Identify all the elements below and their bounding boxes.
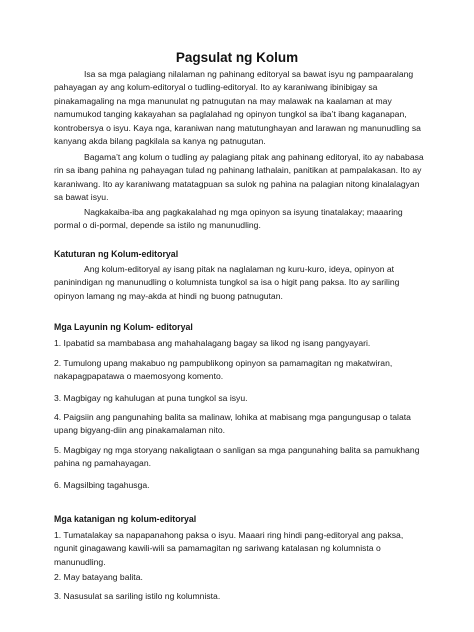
katangian-item-2: 2. May batayang balita.	[54, 572, 143, 582]
layunin-item-4: 4. Paigsiin ang pangunahing balita sa malinaw, lohika at mabisang mga pangungusap o talata upang bigyang-diin ang pinakamalaman nito.	[54, 412, 411, 436]
katangian-item-1: 1. Tumatalakay sa napapanahong paksa o isyu. Maaari ring hindi pang-editoryal ang paksa, ngunit ginagawang kawili-wili sa pamamagitan ng sariwang katalasan ng kolumnista o manunudling.	[54, 530, 404, 567]
section-heading-katangian: Mga katanigan ng kolum-editoryal	[54, 514, 197, 524]
intro-paragraph-3: Nagkakaiba-iba ang pagkakalahad ng mga opinyon sa isyung tinatalakay; maaaring pormal o di-pormal, depende sa istilo ng manunudling.	[54, 207, 403, 231]
intro-paragraph-2: Bagama’t ang kolum o tudling ay palagiang pitak ang pahinang editoryal, ito ay nababasa rin sa ibang pahina ng pahayagan tulad ng pahinang lathalain, panitikan at pampalakasan. Ito ay karaniwang. Ito ay karaniwang matatagpuan sa sulok ng pahina na palagian nitong kinalalagyan sa bawat isyu.	[54, 152, 424, 203]
layunin-item-3: 3. Magbigay ng kahulugan at puna tungkol sa isyu.	[54, 393, 248, 403]
layunin-item-1: 1. Ipabatid sa mambabasa ang mahahalagang bagay sa likod ng isang pangyayari.	[54, 338, 371, 348]
page-title: Pagsulat ng Kolum	[175, 50, 299, 65]
section-heading-layunin: Mga Layunin ng Kolum- editoryal	[54, 322, 193, 332]
katuturan-paragraph: Ang kolum-editoryal ay isang pitak na naglalaman ng kuru-kuro, ideya, opinyon at paninindigan ng manunudling o kolumnista tungkol sa isa o higit pang paksa. Ito ay sariling opinyon lamang ng may-akda at hindi ng buong patnugutan.	[54, 264, 400, 301]
layunin-item-5: 5. Magbigay ng mga storyang nakaligtaan o sanligan sa mga pangunahing balita sa pamukhang pahina ng pamahayagan.	[54, 445, 420, 469]
layunin-item-2: 2. Tumulong upang makabuo ng pampublikong opinyon sa pamamagitan ng makatwiran, nakapagpapatawa o maemosyong komento.	[54, 358, 393, 382]
katangian-item-3: 3. Nasusulat sa sariling istilo ng kolumnista.	[54, 591, 221, 601]
layunin-item-6: 6. Magsilbing tagahusga.	[54, 480, 150, 490]
intro-paragraph-1: Isa sa mga palagiang nilalaman ng pahinang editoryal sa bawat isyu ng pampaaralang pahayagan ay ang kolum-editoryal o tudling-editoryal. Ito ay karaniwang ibinibigay sa pinakamagaling na mga manunulat ng patnugutan na may malawak na kaalaman at may namumukod tanging kakayahan sa paglalahad ng opinyon tungkol sa iba’t ibang kaganapan, kontrobersya o isyu. Kaya nga, karaniwan nang matutunghayan and larawan ng manunudling sa kanyang akda bilang pagkilala sa kanya ng patnugutan.	[54, 69, 421, 147]
section-heading-katuturan: Katuturan ng Kolum-editoryal	[54, 249, 179, 259]
